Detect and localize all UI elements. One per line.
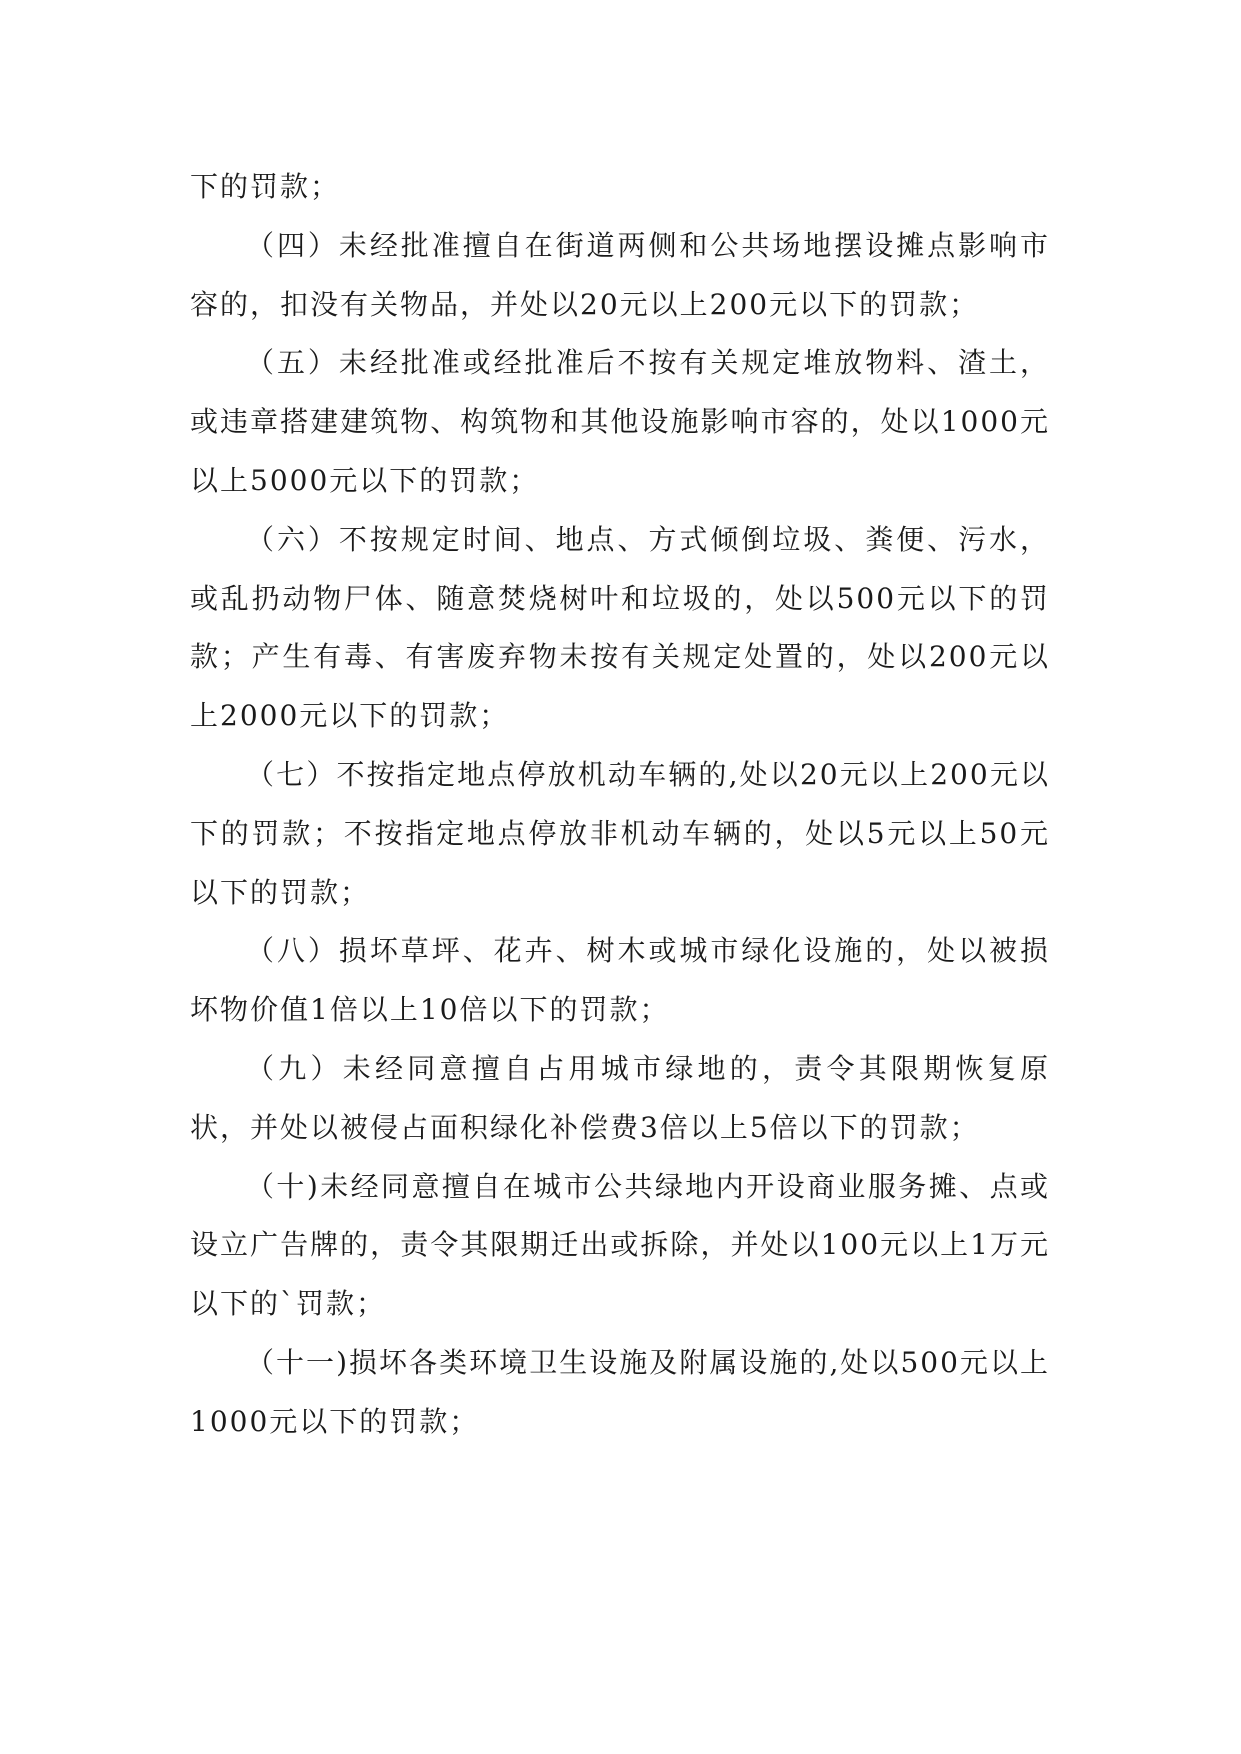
paragraph-item-11: （十一)损坏各类环境卫生设施及附属设施的,处以500元以上1000元以下的罚款； xyxy=(190,1345,1050,1438)
paragraph-item-6: （六）不按规定时间、地点、方式倾倒垃圾、粪便、污水，或乱扔动物尸体、随意焚烧树叶和垃圾的，处以500元以下的罚款；产生有毒、有害废弃物未按有关规定处置的，处以200元以上2000元以下的罚款； xyxy=(190,522,1050,733)
paragraph-item-8: （八）损坏草坪、花卉、树木或城市绿化设施的，处以被损坏物价值1倍以上10倍以下的罚款； xyxy=(190,934,1050,1027)
document-body xyxy=(190,158,1050,1452)
paragraph-item-10: （十)未经同意擅自在城市公共绿地内开设商业服务摊、点或设立广告牌的，责令其限期迁出或拆除，并处以100元以上1万元以下的`罚款； xyxy=(190,1169,1050,1321)
paragraph-item-5: （五）未经批准或经批准后不按有关规定堆放物料、渣土，或违章搭建建筑物、构筑物和其他设施影响市容的，处以1000元以上5000元以下的罚款； xyxy=(190,346,1050,497)
paragraph-item-7: （七）不按指定地点停放机动车辆的,处以20元以上200元以下的罚款；不按指定地点停放非机动车辆的，处以5元以上50元以下的罚款； xyxy=(190,757,1050,909)
paragraph-continuation: 下的罚款； xyxy=(190,170,341,203)
paragraph-item-4: （四）未经批准擅自在街道两侧和公共场地摆设摊点影响市容的，扣没有关物品，并处以20元以上200元以下的罚款； xyxy=(190,228,1050,321)
paragraph-item-9: （九）未经同意擅自占用城市绿地的，责令其限期恢复原状，并处以被侵占面积绿化补偿费3倍以上5倍以下的罚款； xyxy=(190,1051,1050,1144)
